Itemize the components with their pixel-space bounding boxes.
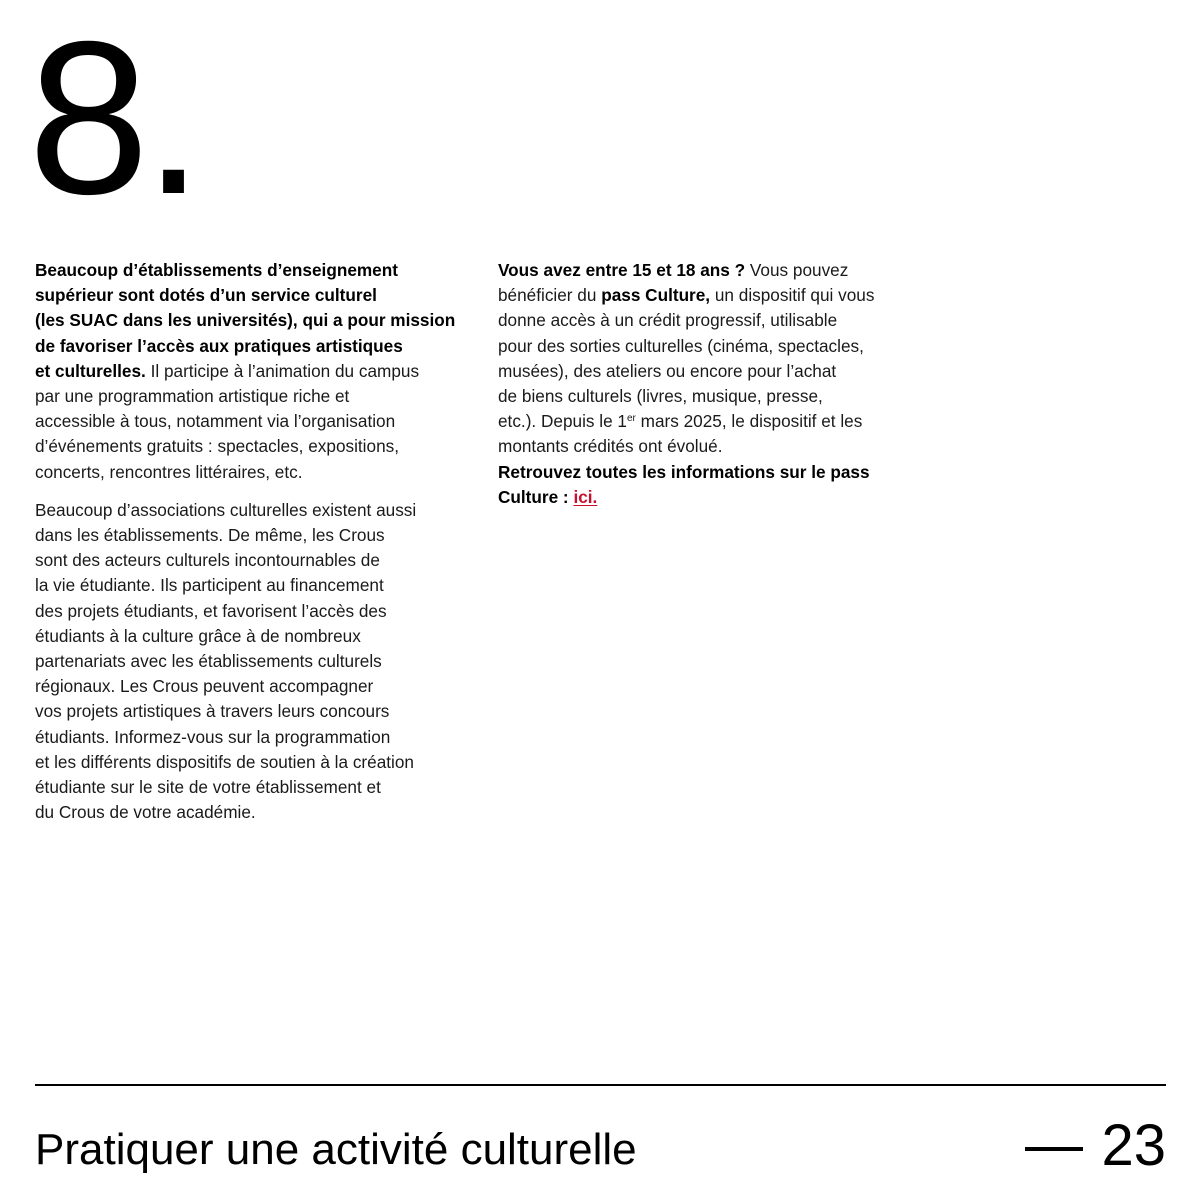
text-line bbox=[498, 485, 938, 510]
section-number: 8. bbox=[28, 0, 198, 240]
text-line bbox=[498, 409, 938, 434]
footer-divider bbox=[35, 1084, 1166, 1086]
page-number-block bbox=[1025, 1113, 1166, 1179]
associations-paragraph bbox=[35, 498, 475, 826]
text-line: montants crédités ont évolué. bbox=[498, 436, 723, 457]
text-fragment: mars 2025, le dispositif et les bbox=[640, 411, 863, 432]
text-line: Il participe à l’animation du campus bbox=[150, 360, 420, 381]
text-line bbox=[498, 258, 938, 283]
text-line: musées), des ateliers ou encore pour l’achat bbox=[498, 360, 837, 381]
text-fragment: Culture : bbox=[498, 486, 569, 507]
text-fragment: un dispositif qui vous bbox=[714, 285, 875, 306]
text-line: sont des acteurs culturels incontournables de bbox=[35, 550, 380, 571]
text-line: partenariats avec les établissements culturels bbox=[35, 651, 382, 672]
text-line: supérieur sont dotés d’un service culturel bbox=[35, 285, 377, 306]
left-column bbox=[35, 258, 475, 825]
text-line: régionaux. Les Crous peuvent accompagner bbox=[35, 676, 374, 697]
text-line: et culturelles. bbox=[35, 360, 146, 381]
ordinal-superscript: er bbox=[626, 413, 636, 425]
text-line bbox=[498, 283, 938, 308]
text-line: Beaucoup d’associations culturelles existent aussi bbox=[35, 499, 417, 520]
text-line: dans les établissements. De même, les Crous bbox=[35, 525, 385, 546]
text-fragment: bénéficier du bbox=[498, 285, 597, 306]
page-number: 23 bbox=[1101, 1113, 1166, 1178]
text-line: concerts, rencontres littéraires, etc. bbox=[35, 461, 303, 482]
text-line: des projets étudiants, et favorisent l’accès des bbox=[35, 600, 387, 621]
text-fragment: etc.). Depuis le 1 bbox=[498, 411, 627, 432]
text-line: (les SUAC dans les universités), qui a pour mission bbox=[35, 310, 456, 331]
text-line: étudiante sur le site de votre établissement et bbox=[35, 777, 381, 798]
pass-culture-link[interactable]: ici. bbox=[573, 486, 598, 507]
text-line: de biens culturels (livres, musique, presse, bbox=[498, 386, 823, 407]
text-line: du Crous de votre académie. bbox=[35, 802, 256, 823]
text-line: accessible à tous, notamment via l’organisation bbox=[35, 411, 396, 432]
text-fragment: Vous pouvez bbox=[749, 260, 849, 280]
pass-culture-paragraph bbox=[498, 258, 938, 510]
text-line: d’événements gratuits : spectacles, expositions, bbox=[35, 436, 399, 457]
text-line: Beaucoup d’établissements d’enseignement bbox=[35, 260, 398, 280]
text-line: étudiants. Informez-vous sur la programmation bbox=[35, 726, 391, 747]
text-line: donne accès à un crédit progressif, utilisable bbox=[498, 310, 838, 331]
intro-paragraph bbox=[35, 258, 475, 485]
text-line: étudiants à la culture grâce à de nombreux bbox=[35, 625, 361, 646]
text-line: par une programmation artistique riche et bbox=[35, 386, 350, 407]
right-column bbox=[498, 258, 938, 510]
text-line: la vie étudiante. Ils participent au financement bbox=[35, 575, 384, 596]
text-line: Retrouvez toutes les informations sur le pass bbox=[498, 461, 870, 482]
chapter-title: Pratiquer une activité culturelle bbox=[35, 1125, 637, 1174]
text-line: de favoriser l’accès aux pratiques artistiques bbox=[35, 335, 403, 356]
text-line: et les différents dispositifs de soutien à la création bbox=[35, 751, 414, 772]
pass-culture-name: pass Culture, bbox=[601, 285, 711, 306]
text-line: vos projets artistiques à travers leurs concours bbox=[35, 701, 390, 722]
text-line: pour des sorties culturelles (cinéma, spectacles, bbox=[498, 335, 864, 356]
em-dash bbox=[1025, 1147, 1083, 1151]
age-question: Vous avez entre 15 et 18 ans ? bbox=[498, 260, 746, 280]
